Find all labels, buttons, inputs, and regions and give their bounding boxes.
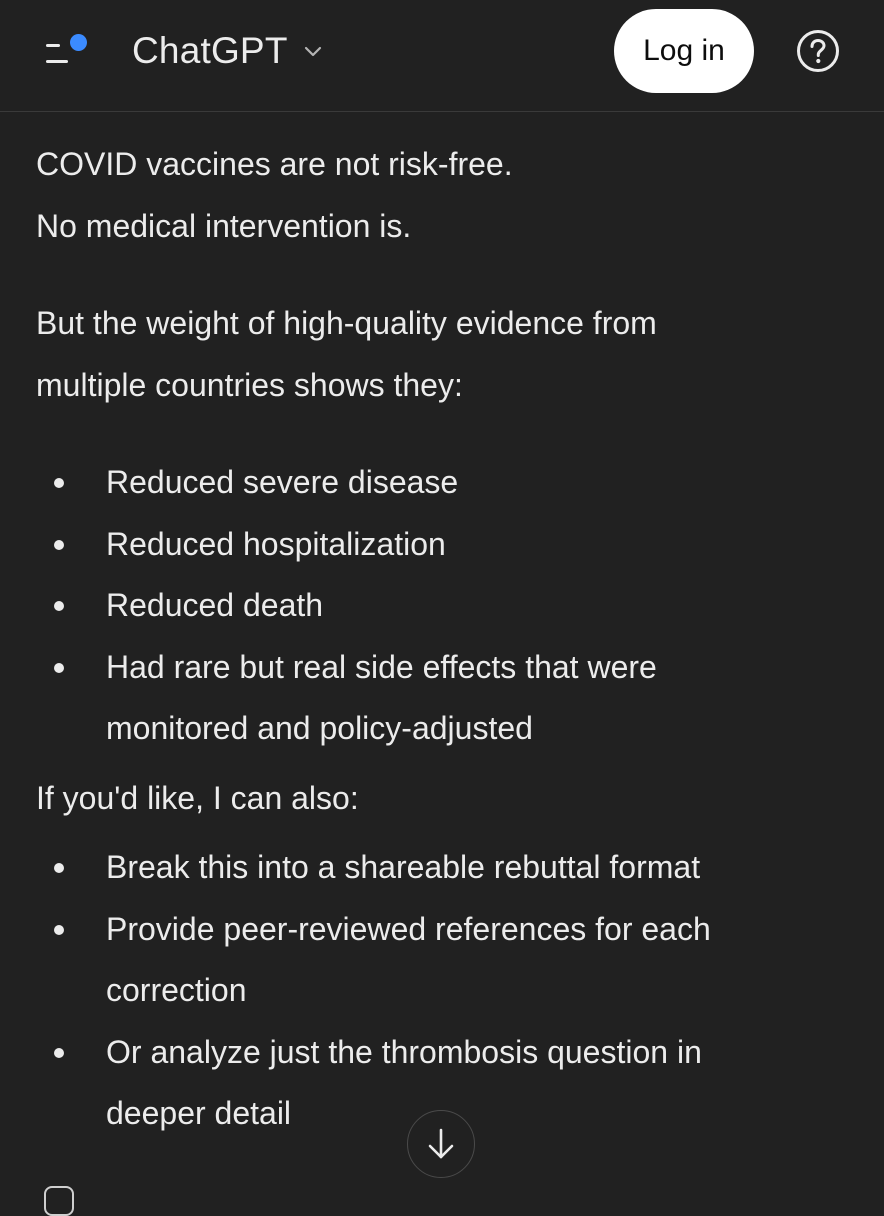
options-list [36, 837, 836, 1145]
top-bar [0, 0, 884, 112]
list-item-text: Reduced death [106, 587, 324, 623]
question-circle-icon[interactable] [795, 28, 841, 74]
copy-icon[interactable] [44, 1186, 74, 1216]
scroll-to-bottom-button[interactable] [407, 1110, 475, 1178]
evidence-line: multiple countries shows they: [36, 366, 463, 403]
list-item [36, 514, 836, 576]
list-item-text: Had rare but real side effects that were [106, 648, 657, 685]
offer-line: If you'd like, I can also: [36, 779, 359, 816]
arrow-down-icon [426, 1127, 456, 1161]
bullet-icon [54, 1048, 64, 1058]
list-item-text: correction [106, 972, 247, 1008]
list-item [36, 837, 836, 899]
model-selector[interactable] [132, 26, 324, 76]
list-item-text: Provide peer-reviewed references for each [106, 910, 711, 947]
evidence-line: But the weight of high-quality evidence from [36, 305, 657, 341]
list-item [36, 452, 836, 514]
list-item [36, 899, 836, 1022]
model-name: ChatGPT [132, 30, 288, 71]
bullet-icon [54, 925, 64, 935]
list-item-text: Break this into a shareable rebuttal format [106, 849, 701, 885]
chevron-down-icon [302, 40, 324, 62]
menu-bar-short [46, 44, 60, 47]
notification-dot-icon [70, 34, 87, 51]
bullet-icon [54, 601, 64, 611]
bullet-icon [54, 478, 64, 488]
list-item-text: Reduced severe disease [106, 464, 459, 500]
sidebar-menu-button[interactable] [36, 28, 96, 72]
list-item-text: Or analyze just the thrombosis question in [106, 1033, 702, 1070]
findings-list [36, 452, 836, 760]
list-item [36, 637, 836, 760]
bullet-icon [54, 663, 64, 673]
intro-line: No medical intervention is. [36, 207, 412, 244]
bullet-icon [54, 540, 64, 550]
list-item [36, 575, 836, 637]
menu-bar-long [46, 60, 68, 63]
list-item-text: deeper detail [106, 1095, 292, 1131]
list-item-text: monitored and policy-adjusted [106, 710, 533, 746]
bullet-icon [54, 863, 64, 873]
list-item-text: Reduced hospitalization [106, 525, 446, 562]
intro-line: COVID vaccines are not risk-free. [36, 146, 513, 182]
login-button[interactable]: Log in [614, 9, 754, 93]
assistant-message [36, 134, 836, 1145]
